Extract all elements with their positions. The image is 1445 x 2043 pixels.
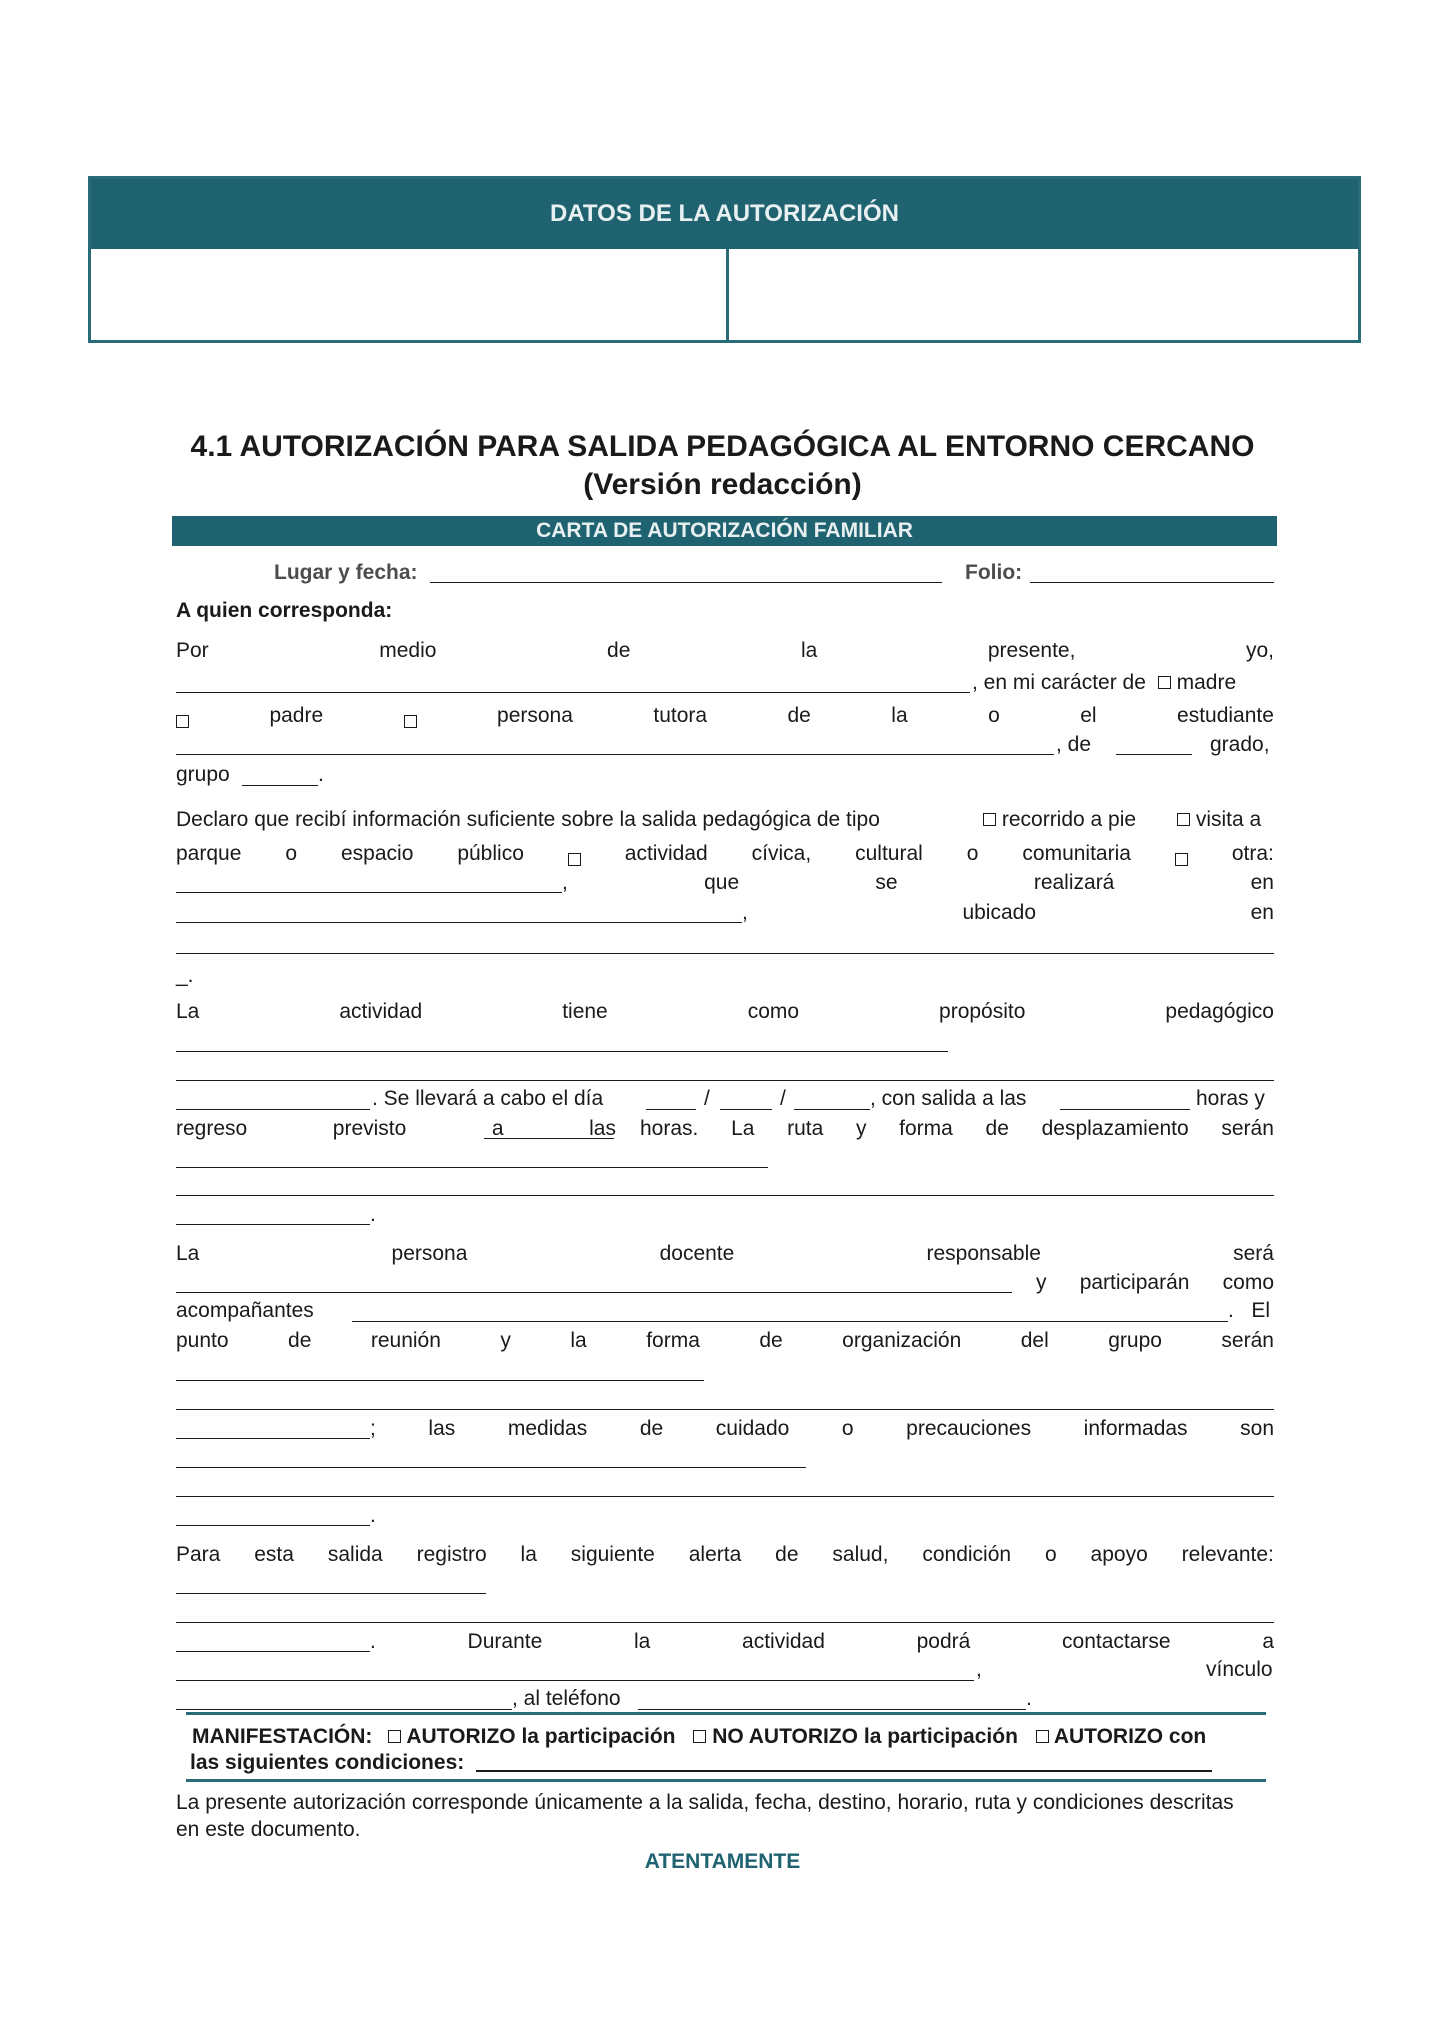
word: las xyxy=(589,1117,616,1140)
care-field-1[interactable] xyxy=(176,1467,806,1468)
p5-durante xyxy=(370,1630,1274,1654)
p2-intro: Declaro que recibí información suficiente sobre la salida pedagógica de tipo xyxy=(176,808,880,831)
horas-y-text: horas y xyxy=(1196,1087,1265,1110)
section-banner: CARTA DE AUTORIZACIÓN FAMILIAR xyxy=(172,516,1277,546)
word: propósito xyxy=(939,1000,1026,1023)
footer-note-line2: en este documento. xyxy=(176,1818,361,1841)
word: relevante: xyxy=(1181,1543,1274,1566)
word: de xyxy=(985,1117,1009,1140)
word: de xyxy=(288,1329,312,1352)
contact-field[interactable] xyxy=(176,1680,974,1681)
word: será xyxy=(1233,1242,1274,1265)
checkbox-visita[interactable] xyxy=(1177,813,1190,826)
word: realizará xyxy=(1033,871,1115,894)
route-field-1[interactable] xyxy=(176,1167,768,1168)
care-field-3[interactable] xyxy=(176,1525,370,1526)
word: persona xyxy=(497,704,573,727)
checkbox-recorrido[interactable] xyxy=(983,813,996,826)
manifestation-line1 xyxy=(192,1725,1206,1749)
word: serán xyxy=(1221,1329,1274,1352)
checkbox-autorizo[interactable] xyxy=(388,1730,401,1743)
word: la xyxy=(891,704,908,727)
health-field-3[interactable] xyxy=(176,1651,370,1652)
word: alerta xyxy=(688,1543,742,1566)
word: o xyxy=(988,704,1000,727)
word: reunión xyxy=(370,1329,441,1352)
word: apoyo xyxy=(1090,1543,1148,1566)
word: . xyxy=(370,1630,376,1653)
meeting-field-3[interactable] xyxy=(176,1438,370,1439)
p2-visita xyxy=(1177,809,1261,831)
word: docente xyxy=(659,1242,735,1265)
word: actividad xyxy=(624,842,708,865)
month-field[interactable] xyxy=(720,1109,772,1110)
phone-field[interactable] xyxy=(638,1709,1026,1710)
word: regreso xyxy=(176,1117,248,1140)
de-text: , de xyxy=(1056,733,1092,756)
word: público xyxy=(457,842,524,865)
slash: / xyxy=(704,1087,710,1110)
word: yo, xyxy=(1245,639,1274,662)
otra-label: otra: xyxy=(1231,842,1274,865)
table-cell-left[interactable] xyxy=(91,249,726,343)
p2-end: _. xyxy=(176,964,194,987)
caracter-label: , en mi carácter de xyxy=(972,671,1146,694)
word: o xyxy=(1044,1543,1057,1566)
day-field[interactable] xyxy=(646,1109,696,1110)
companions-field[interactable] xyxy=(352,1321,1228,1322)
word: y xyxy=(500,1329,511,1352)
word: condición xyxy=(922,1543,1012,1566)
word: se xyxy=(875,871,898,894)
purpose-field-2[interactable] xyxy=(176,1080,1274,1081)
greeting: A quien corresponda: xyxy=(176,599,393,622)
word: grupo xyxy=(1108,1329,1162,1352)
autorizo-label: AUTORIZO la participación xyxy=(406,1725,676,1748)
word: medidas xyxy=(507,1417,588,1440)
word: esta xyxy=(254,1543,294,1566)
word: registro xyxy=(416,1543,487,1566)
lugar-fecha-label: Lugar y fecha: xyxy=(274,561,418,584)
p2-line4: , ubicado en xyxy=(742,901,1274,924)
checkbox-padre[interactable] xyxy=(176,715,189,728)
checkbox-otra[interactable] xyxy=(1175,853,1188,866)
word: cultural xyxy=(855,842,923,865)
meeting-field-2[interactable] xyxy=(176,1409,1274,1410)
word: cuidado xyxy=(715,1417,790,1440)
word: La xyxy=(731,1117,755,1140)
word: participarán xyxy=(1079,1271,1190,1294)
word: la xyxy=(633,1630,651,1653)
word: Por xyxy=(176,639,209,662)
meeting-field-1[interactable] xyxy=(176,1380,704,1381)
word: de xyxy=(787,704,811,727)
word: a xyxy=(1262,1630,1274,1653)
autorizo-con-label: AUTORIZO con xyxy=(1053,1725,1207,1748)
word: en xyxy=(1250,871,1274,894)
acompanantes-label: acompañantes xyxy=(176,1299,314,1322)
word: o xyxy=(966,842,979,865)
word: ruta xyxy=(787,1117,824,1140)
period: . xyxy=(370,1203,376,1226)
word: tiene xyxy=(562,1000,608,1023)
period: . xyxy=(1026,1687,1032,1710)
word: de xyxy=(639,1417,664,1440)
no-autorizo-label: NO AUTORIZO la participación xyxy=(712,1725,1018,1748)
checkbox-autorizo-condiciones[interactable] xyxy=(1036,1730,1049,1743)
p4-punto xyxy=(176,1329,1274,1353)
p4-medidas xyxy=(370,1417,1274,1441)
grado-label: grado, xyxy=(1210,733,1270,756)
conditions-label: las siguientes condiciones: xyxy=(190,1751,465,1774)
word: horas. xyxy=(640,1117,699,1140)
p1-line1 xyxy=(176,639,1274,663)
p1-line3 xyxy=(176,704,1274,728)
page-title: 4.1 AUTORIZACIÓN PARA SALIDA PEDAGÓGICA AL ENTORNO CERCANO xyxy=(190,430,1255,463)
grado-field[interactable] xyxy=(1116,754,1192,755)
checkbox-actividad[interactable] xyxy=(568,853,581,866)
word: como xyxy=(1222,1271,1274,1294)
caracter-text xyxy=(972,672,1236,694)
year-field[interactable] xyxy=(794,1109,870,1110)
purpose-field-3[interactable] xyxy=(176,1109,370,1110)
grupo-label: grupo xyxy=(176,763,230,786)
p4-participaran xyxy=(1036,1271,1274,1295)
health-field-1[interactable] xyxy=(176,1593,486,1594)
return-time-field[interactable] xyxy=(484,1138,614,1139)
word: que xyxy=(704,871,740,894)
word: punto xyxy=(176,1329,229,1352)
word: o xyxy=(841,1417,854,1440)
otra-field[interactable] xyxy=(176,892,562,893)
health-field-2[interactable] xyxy=(176,1622,1274,1623)
word: forma xyxy=(646,1329,700,1352)
word: contactarse xyxy=(1062,1630,1171,1653)
word: pedagógico xyxy=(1165,1000,1274,1023)
visita-label: visita a xyxy=(1195,808,1262,831)
checkbox-madre[interactable] xyxy=(1158,676,1171,689)
word: previsto xyxy=(332,1117,407,1140)
word: la xyxy=(570,1329,587,1352)
p5-line1 xyxy=(176,1543,1274,1567)
word: Para xyxy=(176,1543,221,1566)
word: de xyxy=(775,1543,799,1566)
p4-line1 xyxy=(176,1242,1274,1266)
name-field[interactable] xyxy=(176,692,970,693)
slash: / xyxy=(780,1087,786,1110)
date-place-field[interactable] xyxy=(176,922,742,923)
vinculo-label: vínculo xyxy=(1206,1658,1273,1681)
recorrido-label: recorrido a pie xyxy=(1001,808,1137,831)
word: forma xyxy=(899,1117,953,1140)
word: cívica, xyxy=(751,842,812,865)
word: y xyxy=(1036,1271,1047,1294)
p2-recorrido xyxy=(983,809,1136,831)
route-field-3[interactable] xyxy=(176,1224,370,1225)
period: . xyxy=(370,1504,376,1527)
p3-line1 xyxy=(176,1000,1274,1024)
word: son xyxy=(1240,1417,1274,1440)
word: actividad xyxy=(339,1000,423,1023)
llevara-text: . Se llevará a cabo el día xyxy=(372,1087,604,1110)
madre-label: madre xyxy=(1176,671,1237,694)
conditions-field[interactable] xyxy=(476,1770,1212,1772)
word: salud, xyxy=(832,1543,889,1566)
footer-note-line1: La presente autorización corresponde únicamente a la salida, fecha, destino, horario, ruta y condiciones descritas xyxy=(176,1791,1234,1814)
word: ; xyxy=(370,1417,376,1440)
word: salida xyxy=(327,1543,383,1566)
p2-line3: , que se realizará en xyxy=(562,871,1274,894)
location-field[interactable] xyxy=(176,953,1274,954)
word: a xyxy=(491,1117,504,1140)
word: serán xyxy=(1221,1117,1274,1140)
route-field-2[interactable] xyxy=(176,1195,1274,1196)
word: desplazamiento xyxy=(1041,1117,1189,1140)
manifestation-box xyxy=(186,1712,1266,1782)
word: de xyxy=(759,1329,783,1352)
checkbox-no-autorizo[interactable] xyxy=(693,1730,706,1743)
salida-text: , con salida a las xyxy=(870,1087,1027,1110)
teacher-field[interactable] xyxy=(176,1292,1012,1293)
purpose-field-1[interactable] xyxy=(176,1051,948,1052)
word: persona xyxy=(391,1242,468,1265)
word: estudiante xyxy=(1177,704,1274,727)
care-field-2[interactable] xyxy=(176,1496,1274,1497)
word: informadas xyxy=(1083,1417,1188,1440)
word: la xyxy=(520,1543,537,1566)
page-subtitle: (Versión redacción) xyxy=(583,468,862,501)
word: medio xyxy=(379,639,437,662)
table-header: DATOS DE LA AUTORIZACIÓN xyxy=(91,179,1358,249)
folio-field[interactable] xyxy=(1030,582,1274,583)
word: siguiente xyxy=(570,1543,655,1566)
manifestation-label: MANIFESTACIÓN: xyxy=(192,1725,373,1748)
word: como xyxy=(747,1000,800,1023)
word: presente, xyxy=(987,639,1076,662)
word: La xyxy=(176,1000,200,1023)
word: espacio xyxy=(340,842,414,865)
el-text: . El xyxy=(1228,1299,1271,1322)
word: tutora xyxy=(653,704,708,727)
student-field[interactable] xyxy=(176,754,1054,755)
word: el xyxy=(1080,704,1097,727)
closing: ATENTAMENTE xyxy=(644,1850,801,1873)
padre-label: padre xyxy=(269,704,324,727)
departure-time-field[interactable] xyxy=(1060,1109,1190,1110)
word: responsable xyxy=(926,1242,1041,1265)
p2-line2 xyxy=(176,842,1274,866)
word: y xyxy=(855,1117,867,1140)
period: . xyxy=(318,763,324,786)
folio-label: Folio: xyxy=(965,561,1023,584)
word: ubicado xyxy=(962,901,1037,924)
lugar-fecha-field[interactable] xyxy=(430,582,942,583)
word: la xyxy=(800,639,818,662)
word: La xyxy=(176,1242,200,1265)
comma: , xyxy=(976,1658,982,1681)
word: de xyxy=(607,639,631,662)
telefono-label: , al teléfono xyxy=(512,1687,621,1710)
word: Durante xyxy=(467,1630,543,1653)
word: del xyxy=(1020,1329,1049,1352)
authorization-data-table xyxy=(88,176,1361,343)
p3-ruta xyxy=(640,1117,1274,1141)
word: comunitaria xyxy=(1022,842,1131,865)
word: las xyxy=(428,1417,456,1440)
word: precauciones xyxy=(906,1417,1032,1440)
word: podrá xyxy=(916,1630,971,1653)
word: actividad xyxy=(742,1630,825,1653)
checkbox-persona-tutora[interactable] xyxy=(404,715,417,728)
table-cell-right[interactable] xyxy=(729,249,1358,343)
word: en xyxy=(1250,901,1274,924)
word: parque xyxy=(176,842,242,865)
word: organización xyxy=(842,1329,962,1352)
word: o xyxy=(285,842,298,865)
relationship-field[interactable] xyxy=(176,1709,512,1710)
grupo-field[interactable] xyxy=(242,785,318,786)
